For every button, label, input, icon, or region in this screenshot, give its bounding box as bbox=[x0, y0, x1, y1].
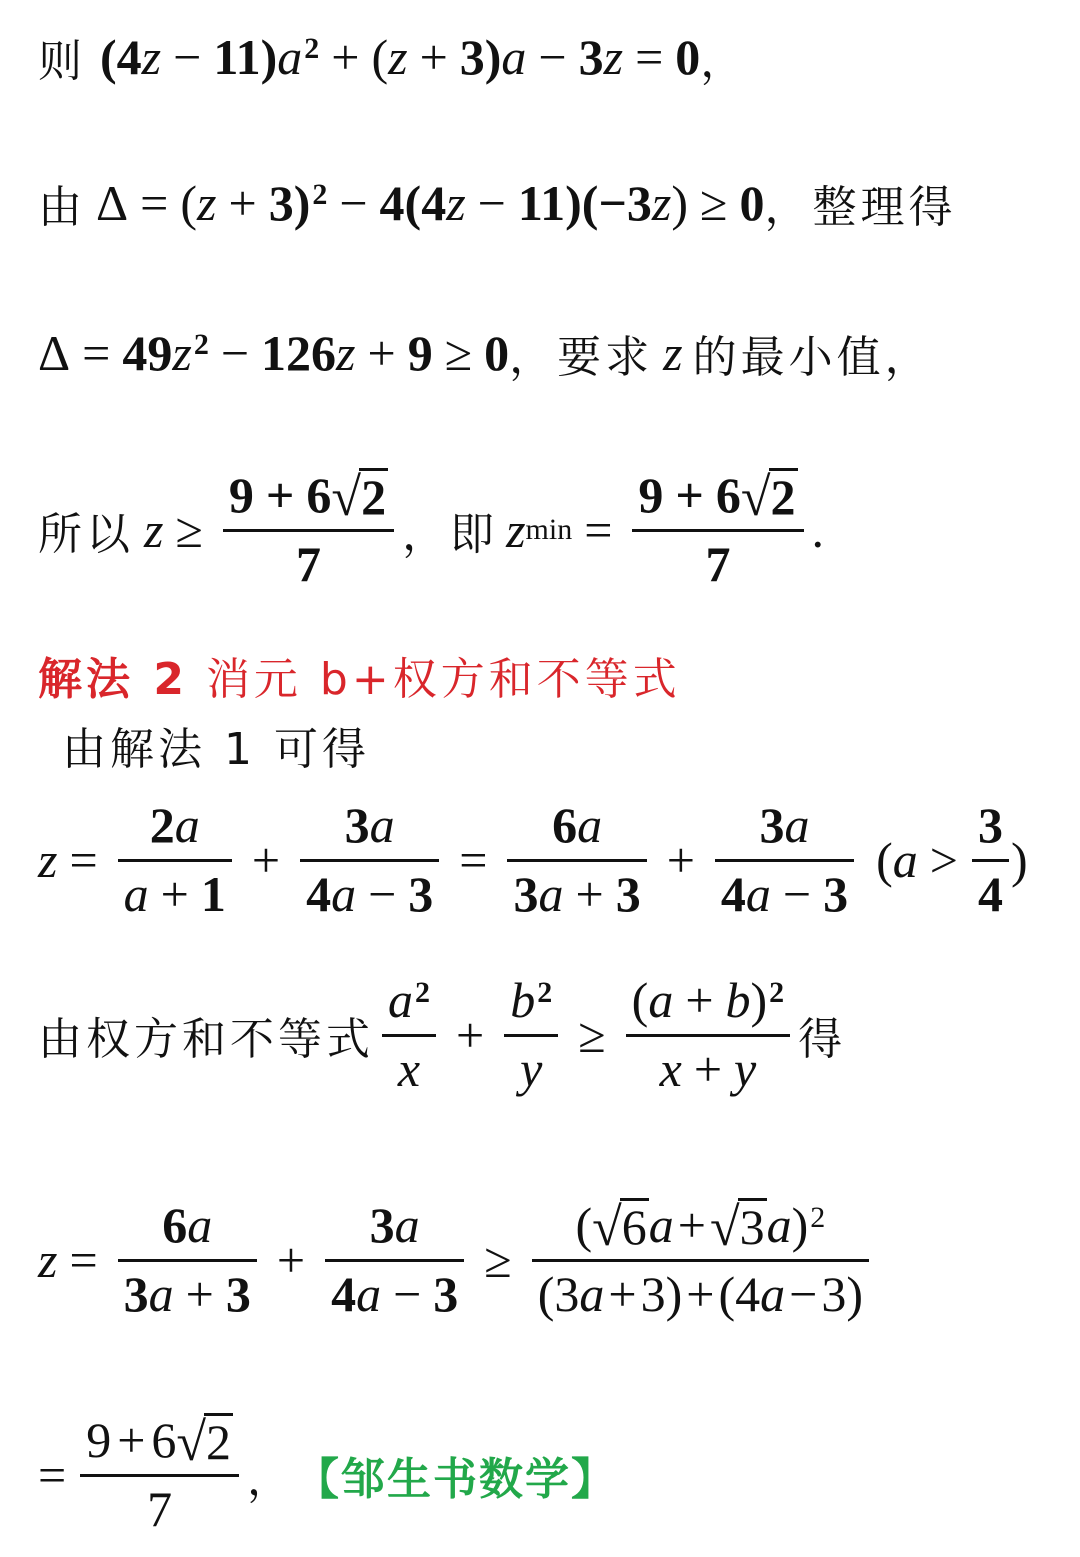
line-4-suffix: . bbox=[811, 502, 825, 558]
line-4 bbox=[38, 455, 824, 605]
line-2-expr: Δ = ( z + 3) $^2$ − 4(4 z − 11)(−3 z ) ≥ 0 bbox=[96, 175, 765, 231]
equation-3-comma: ， bbox=[247, 1454, 296, 1505]
method-2-label: 解法 2 bbox=[38, 654, 188, 705]
method-2-title: 消元 b+权方和不等式 bbox=[205, 654, 681, 705]
equation-3-expr: = 9 + 6 √ 2 7 bbox=[38, 1412, 247, 1538]
brand-tag: 【邹生书数学】 bbox=[295, 1454, 618, 1505]
method-2-intro-text: 由解法 1 可得 bbox=[62, 724, 370, 775]
line-1-suffix: ， bbox=[700, 36, 749, 87]
line-4-expr2: z min = 9 + 6 √ 2 7 bbox=[506, 467, 811, 593]
inequality-suffix: 得 bbox=[798, 1014, 847, 1065]
method-2-heading bbox=[38, 640, 681, 710]
inequality-expr: a $^2$ x + b $^2$ y ≥ ( a + b ) $^2$ x + y bbox=[374, 972, 798, 1098]
line-1 bbox=[38, 22, 748, 92]
equation-2-expr: z = 6 a 3 a + 3 + 3 a 4 a − 3 ≥ ( √ 6 a + √ 3 a ) $^2$ (3 a + 3) + (4 a − 3) bbox=[38, 1197, 877, 1323]
line-4-expr: z ≥ 9 + 6 √ 2 7 bbox=[144, 467, 402, 593]
method-2-intro bbox=[62, 715, 370, 775]
line-1-expr: (4 z − 11) a $^2$ + ( z + 3) a − 3 z = 0 bbox=[100, 29, 701, 85]
line-3 bbox=[38, 318, 933, 388]
line-3-expr: Δ = 49 z $^2$ − 126 z + 9 ≥ 0 bbox=[38, 325, 510, 381]
line-3-var: z bbox=[663, 325, 683, 381]
line-3-suffix: 的最小值， bbox=[692, 332, 933, 383]
line-2 bbox=[38, 168, 957, 238]
inequality-prefix: 由权方和不等式 bbox=[38, 1014, 374, 1065]
equation-1-expr: z = 2 a a + 1 + 3 a 4 a − 3 = 6 a 3 a + 3 + 3 a 4 a − 3 (a > $\frac{3}{4}$ ) bbox=[38, 797, 1028, 922]
line-3-mid: ，要求 bbox=[509, 332, 654, 383]
line-4-prefix: 所以 bbox=[38, 509, 134, 560]
equation-3 bbox=[38, 1400, 617, 1550]
line-1-prefix: 则 bbox=[38, 36, 86, 87]
equation-2 bbox=[38, 1185, 877, 1335]
line-2-prefix: 由 bbox=[38, 182, 86, 233]
inequality-line bbox=[38, 965, 846, 1105]
line-4-mid: ，即 bbox=[402, 509, 499, 560]
line-2-suffix: ，整理得 bbox=[764, 182, 957, 233]
equation-1 bbox=[38, 790, 1028, 930]
